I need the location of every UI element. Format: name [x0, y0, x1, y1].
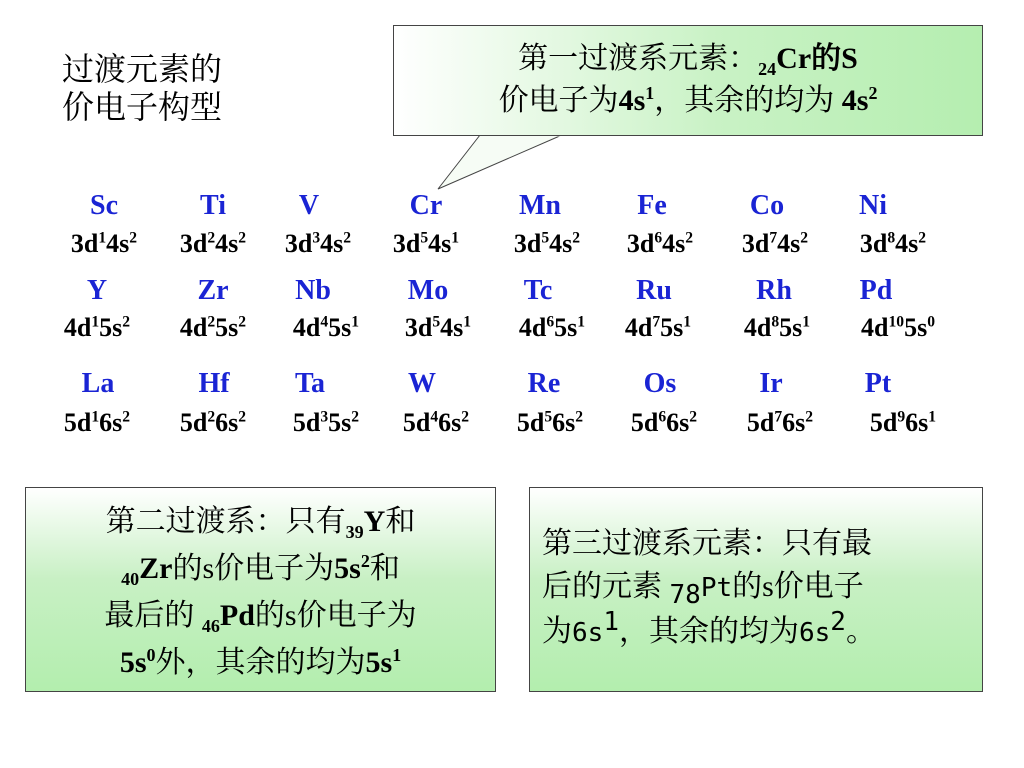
electron-config: $3d^24s^2$ — [179, 229, 247, 258]
callout-line-1: 第一过渡系元素：$_{24}$Cr的S — [518, 42, 858, 79]
element-symbol: Mo — [407, 275, 449, 306]
element-symbol: Co — [749, 190, 785, 221]
second-series-note — [25, 487, 496, 692]
element-symbol: Os — [643, 368, 677, 399]
first-series-text — [394, 38, 982, 122]
electron-config: $4d^45s^1$ — [292, 313, 360, 342]
element-symbol: Sc — [90, 190, 118, 221]
element-symbol: Y — [86, 275, 108, 306]
element-symbol: Pd — [859, 275, 893, 306]
third-series-note — [529, 487, 983, 692]
third-series-text: 第三过渡系元素：只有最 后的元素 $_{78}$Pt的s价电子 为$6s^1$，其余的均为$6s^2$。 — [542, 527, 876, 648]
callout-line-2: 价电子为$4s^1$，其余的均为 $4s^2$ — [498, 83, 878, 117]
electron-config: $4d^25s^2$ — [179, 313, 247, 342]
element-symbol: Cr — [409, 190, 443, 221]
electron-config: $5d^26s^2$ — [179, 408, 247, 437]
second-series-text: 第二过渡系：只有$_{39}$Y和 $_{40}$Zr的s价电子为$5s^2$和 最后的 $_{46}$Pd的s价电子为 $5s^0$外，其余的均为$5s^1$ — [104, 505, 417, 679]
electron-config: $3d^74s^2$ — [741, 229, 809, 258]
electron-config: $3d^54s^1$ — [392, 229, 460, 258]
electron-config: $5d^56s^2$ — [516, 408, 584, 437]
electron-config: $4d^65s^1$ — [518, 313, 586, 342]
element-symbol: Re — [527, 368, 561, 399]
element-symbol: Ni — [859, 190, 887, 221]
element-symbol: Fe — [637, 190, 667, 221]
element-symbol: Zr — [197, 275, 229, 306]
electron-config: $5d^16s^2$ — [63, 408, 131, 437]
electron-config: $3d^54s^2$ — [513, 229, 581, 258]
electron-config: $5d^96s^1$ — [869, 408, 937, 437]
title-line-2: 价电子构型 — [62, 89, 223, 125]
electron-config: $3d^54s^1$ — [404, 313, 472, 342]
slide-title — [62, 50, 222, 126]
element-symbol: La — [81, 368, 115, 399]
element-symbol: Ti — [200, 190, 226, 221]
electron-config: $4d^15s^2$ — [63, 313, 131, 342]
title-line-1: 过渡元素的 — [62, 51, 223, 87]
element-symbol: Hf — [198, 368, 230, 399]
electron-config: $3d^64s^2$ — [626, 229, 694, 258]
electron-config: $4d^75s^1$ — [624, 313, 692, 342]
electron-config: $4d^{10}5s^0$ — [861, 313, 935, 342]
element-symbol: Ru — [636, 275, 672, 306]
electron-config: $5d^76s^2$ — [746, 408, 814, 437]
electron-config: $5d^35s^2$ — [292, 408, 360, 437]
element-symbol: Pt — [864, 368, 892, 399]
electron-config: $3d^14s^2$ — [70, 229, 138, 258]
element-symbol: Ir — [759, 368, 783, 399]
element-symbol: Mn — [519, 190, 561, 221]
element-symbol: Rh — [756, 275, 792, 306]
electron-config: $5d^66s^2$ — [630, 408, 698, 437]
electron-config: $3d^84s^2$ — [859, 229, 927, 258]
element-symbol: V — [298, 190, 320, 221]
element-symbol: Ta — [294, 368, 326, 399]
electron-config: $4d^85s^1$ — [743, 313, 811, 342]
element-symbol: Tc — [523, 275, 553, 306]
element-symbol: W — [408, 368, 436, 399]
element-symbol: Nb — [295, 275, 331, 306]
electron-config: $3d^34s^2$ — [284, 229, 352, 258]
electron-config: $5d^46s^2$ — [402, 408, 470, 437]
first-series-callout — [393, 25, 983, 136]
